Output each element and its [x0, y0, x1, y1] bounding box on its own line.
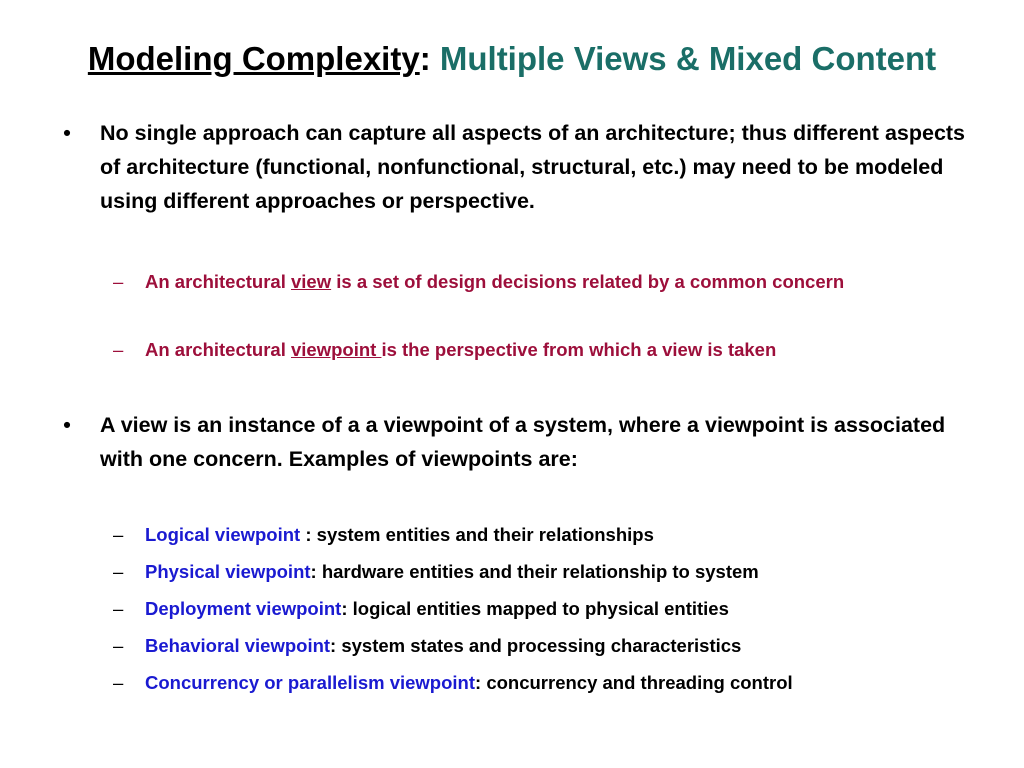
viewpoint-name: Deployment viewpoint: [145, 598, 342, 619]
title-main: Modeling Complexity: [87, 40, 420, 77]
viewpoint-desc: : hardware entities and their relationship to system: [310, 561, 759, 582]
viewpoint-name: Concurrency or parallelism viewpoint: [145, 672, 476, 693]
dash-mark: –: [113, 672, 124, 693]
bullet-no-single-approach: [63, 116, 980, 218]
sub-text-pre: An architectural: [145, 271, 291, 292]
viewpoint-name: Physical viewpoint: [145, 561, 311, 582]
bullet-view-instance: [63, 408, 980, 476]
sub-text-post: is a set of design decisions related by a common concern: [331, 271, 845, 292]
dash-mark: –: [113, 598, 124, 619]
dash-mark: –: [113, 271, 124, 292]
dash-mark: –: [113, 524, 124, 545]
viewpoint-name: Behavioral viewpoint: [145, 635, 331, 656]
slide-title: [0, 36, 1024, 82]
viewpoint-desc: : system states and processing characteristics: [330, 635, 742, 656]
term-viewpoint: viewpoint: [291, 339, 382, 360]
sub-bullet-viewpoint-definition: [113, 334, 935, 365]
dash-mark: –: [113, 561, 124, 582]
sub-text-post: is the perspective from which a view is taken: [381, 339, 777, 360]
dash-mark: –: [113, 339, 124, 360]
viewpoint-item-physical: [113, 556, 935, 587]
sub-bullet-view-definition: [113, 266, 935, 297]
title-colon: :: [419, 40, 431, 77]
viewpoint-item-behavioral: [113, 630, 935, 661]
title-subtitle: Multiple Views & Mixed Content: [439, 40, 937, 77]
sub-text-pre: An architectural: [145, 339, 291, 360]
bullet-dot: •: [63, 121, 71, 145]
viewpoint-desc: : concurrency and threading control: [475, 672, 793, 693]
viewpoint-desc: : system entities and their relationships: [300, 524, 654, 545]
term-view: view: [291, 271, 332, 292]
bullet-text: No single approach can capture all aspects of an architecture; thus different aspects of architecture (functional, nonfunctional, structural, etc.) may need to be modeled using different approaches or perspective.: [100, 121, 966, 213]
viewpoint-item-logical: [113, 519, 935, 550]
viewpoint-item-deployment: [113, 593, 935, 624]
viewpoint-item-concurrency: [113, 667, 935, 698]
viewpoint-name: Logical viewpoint: [145, 524, 301, 545]
dash-mark: –: [113, 635, 124, 656]
bullet-text: A view is an instance of a a viewpoint of a system, where a viewpoint is associated with one concern. Examples of viewpoints are:: [100, 413, 946, 471]
bullet-dot: •: [63, 413, 71, 437]
viewpoint-desc: : logical entities mapped to physical entities: [341, 598, 729, 619]
